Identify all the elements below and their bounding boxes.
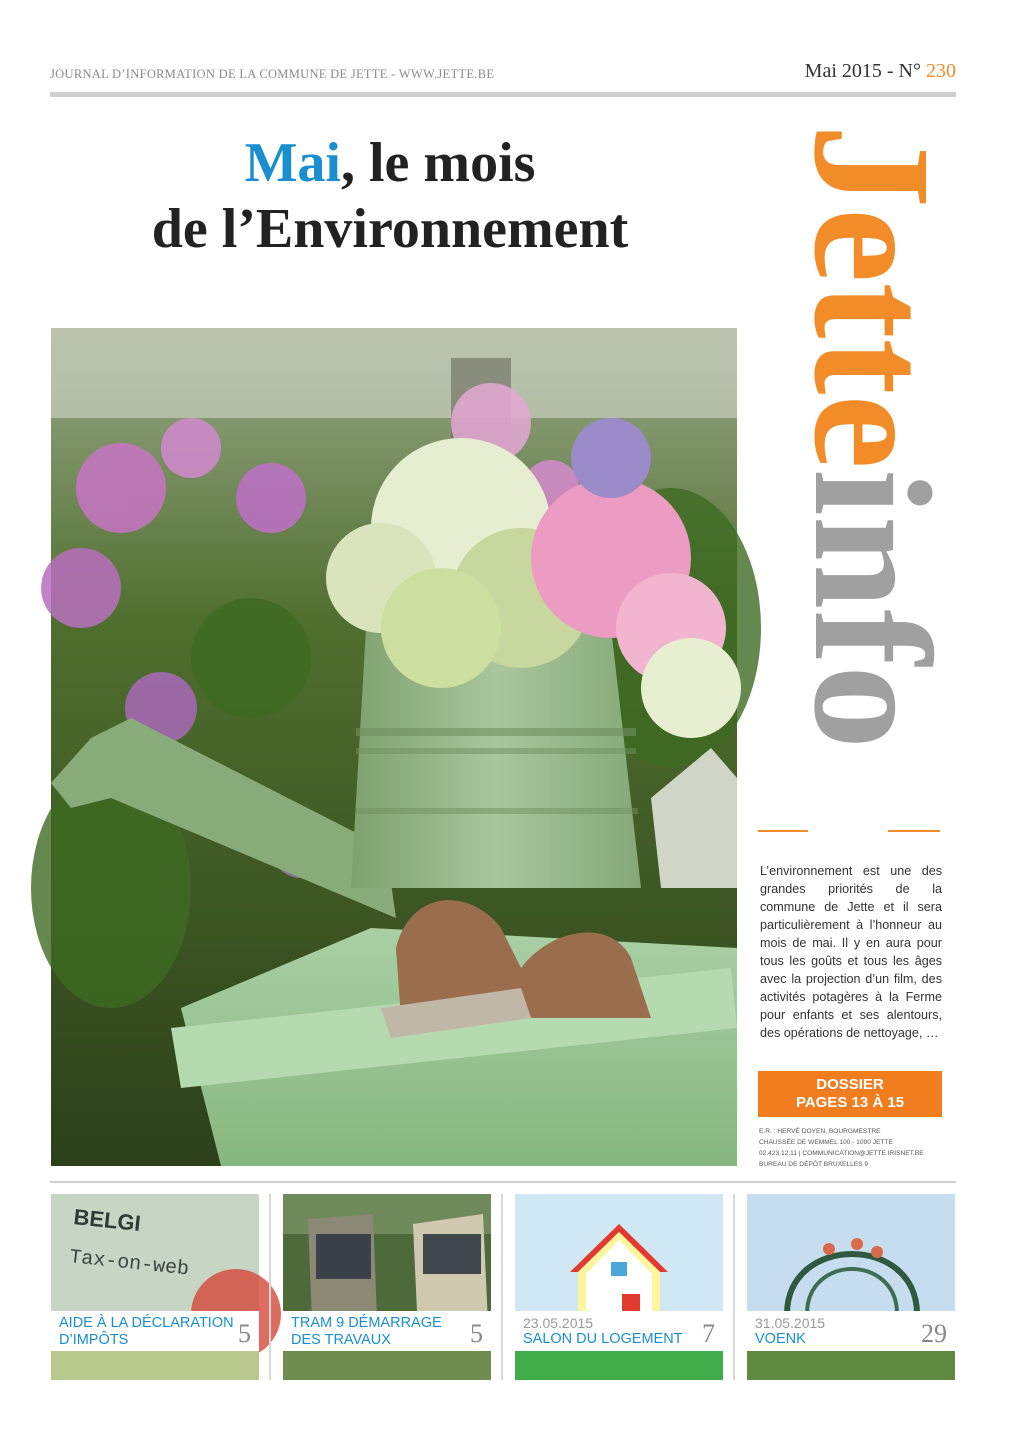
header-tagline: JOURNAL D’INFORMATION DE LA COMMUNE DE JETTE - WWW.JETTE.BE xyxy=(50,67,495,81)
masthead-info: info xyxy=(779,469,965,750)
intro-paragraph: L’environnement est une des grandes priorités de la commune de Jette et il sera particulièrement à l’honneur au mois de mai. Il y en aura pour tous les goûts et tous les âges avec la projection d’un film, des activités potagères à la Ferme pour enfants et ses alentours, des opérations de nettoyage, … xyxy=(760,864,942,1040)
teaser-image-text-taxonweb: Tax-on-web xyxy=(68,1246,191,1282)
teasers-divider xyxy=(50,1181,956,1183)
teaser-image-tram xyxy=(283,1194,491,1380)
teaser-title xyxy=(291,1315,485,1349)
hero-photo-watering-can xyxy=(51,328,737,1166)
teaser-title: SALON DU LOGEMENT xyxy=(523,1331,683,1347)
dossier-label: DOSSIER xyxy=(816,1076,884,1093)
teaser-title-line1: AIDE À LA DÉCLARATION xyxy=(59,1315,234,1331)
colophon xyxy=(759,1126,959,1170)
teaser-image-text-belgi: BELGI xyxy=(72,1204,142,1237)
teaser-voenk[interactable] xyxy=(747,1194,955,1380)
page-headline xyxy=(50,130,730,262)
headline-accent: Mai xyxy=(244,132,341,194)
teaser-separator xyxy=(269,1194,271,1380)
teaser-title-line1: TRAM 9 DÉMARRAGE xyxy=(291,1315,442,1331)
teaser-title-line2: D’IMPÔTS xyxy=(59,1332,129,1348)
teaser-title xyxy=(59,1315,253,1349)
teaser-caption xyxy=(747,1311,955,1351)
teaser-separator xyxy=(501,1194,503,1380)
issue-number: 230 xyxy=(926,60,956,82)
teaser-page-number: 5 xyxy=(238,1319,251,1348)
teaser-housing-fair[interactable] xyxy=(515,1194,723,1380)
issue-date: Mai 2015 - N° xyxy=(804,60,926,82)
headline-line1: , le mois xyxy=(341,132,536,194)
teaser-date: 31.05.2015 xyxy=(755,1315,826,1331)
headline-line2: de l’Environnement xyxy=(151,198,629,260)
teaser-title: VOENK xyxy=(755,1331,806,1347)
teaser-tax-declaration[interactable] xyxy=(51,1194,259,1380)
colophon-address: CHAUSSÉE DE WEMMEL 100 - 1090 JETTE xyxy=(759,1139,893,1146)
teaser-tram-9[interactable] xyxy=(283,1194,491,1380)
teaser-caption xyxy=(515,1311,723,1351)
teaser-separator xyxy=(733,1194,735,1380)
masthead-rule-right xyxy=(888,830,940,832)
teaser-caption xyxy=(51,1311,259,1351)
masthead-jette: Jette xyxy=(779,124,965,470)
teaser-image-tax xyxy=(51,1194,259,1380)
masthead-text xyxy=(779,124,965,749)
teaser-image-house-icon xyxy=(515,1194,723,1380)
teaser-page-number: 29 xyxy=(921,1319,947,1348)
colophon-contact: 02.423.12.11 | COMMUNICATION@JETTE.IRISNET.BE xyxy=(759,1150,924,1157)
dossier-pages: PAGES 13 À 15 xyxy=(795,1094,905,1111)
colophon-publisher: E.R. : HERVÉ DOYEN, BOURGMESTRE xyxy=(759,1128,881,1135)
issue-label xyxy=(805,60,956,83)
teaser-caption xyxy=(283,1311,491,1351)
teaser-page-number: 7 xyxy=(702,1319,715,1348)
teaser-page-number: 5 xyxy=(470,1319,483,1348)
dossier-button[interactable] xyxy=(758,1071,942,1117)
masthead-rule-left xyxy=(758,830,808,832)
teaser-date: 23.05.2015 xyxy=(523,1315,594,1331)
teaser-image-voenk xyxy=(747,1194,955,1380)
header-divider xyxy=(50,92,956,97)
masthead-logo xyxy=(758,118,965,838)
colophon-depot: BUREAU DE DÉPÔT BRUXELLES 9 xyxy=(759,1161,869,1168)
teaser-title-line2: DES TRAVAUX xyxy=(291,1332,391,1348)
